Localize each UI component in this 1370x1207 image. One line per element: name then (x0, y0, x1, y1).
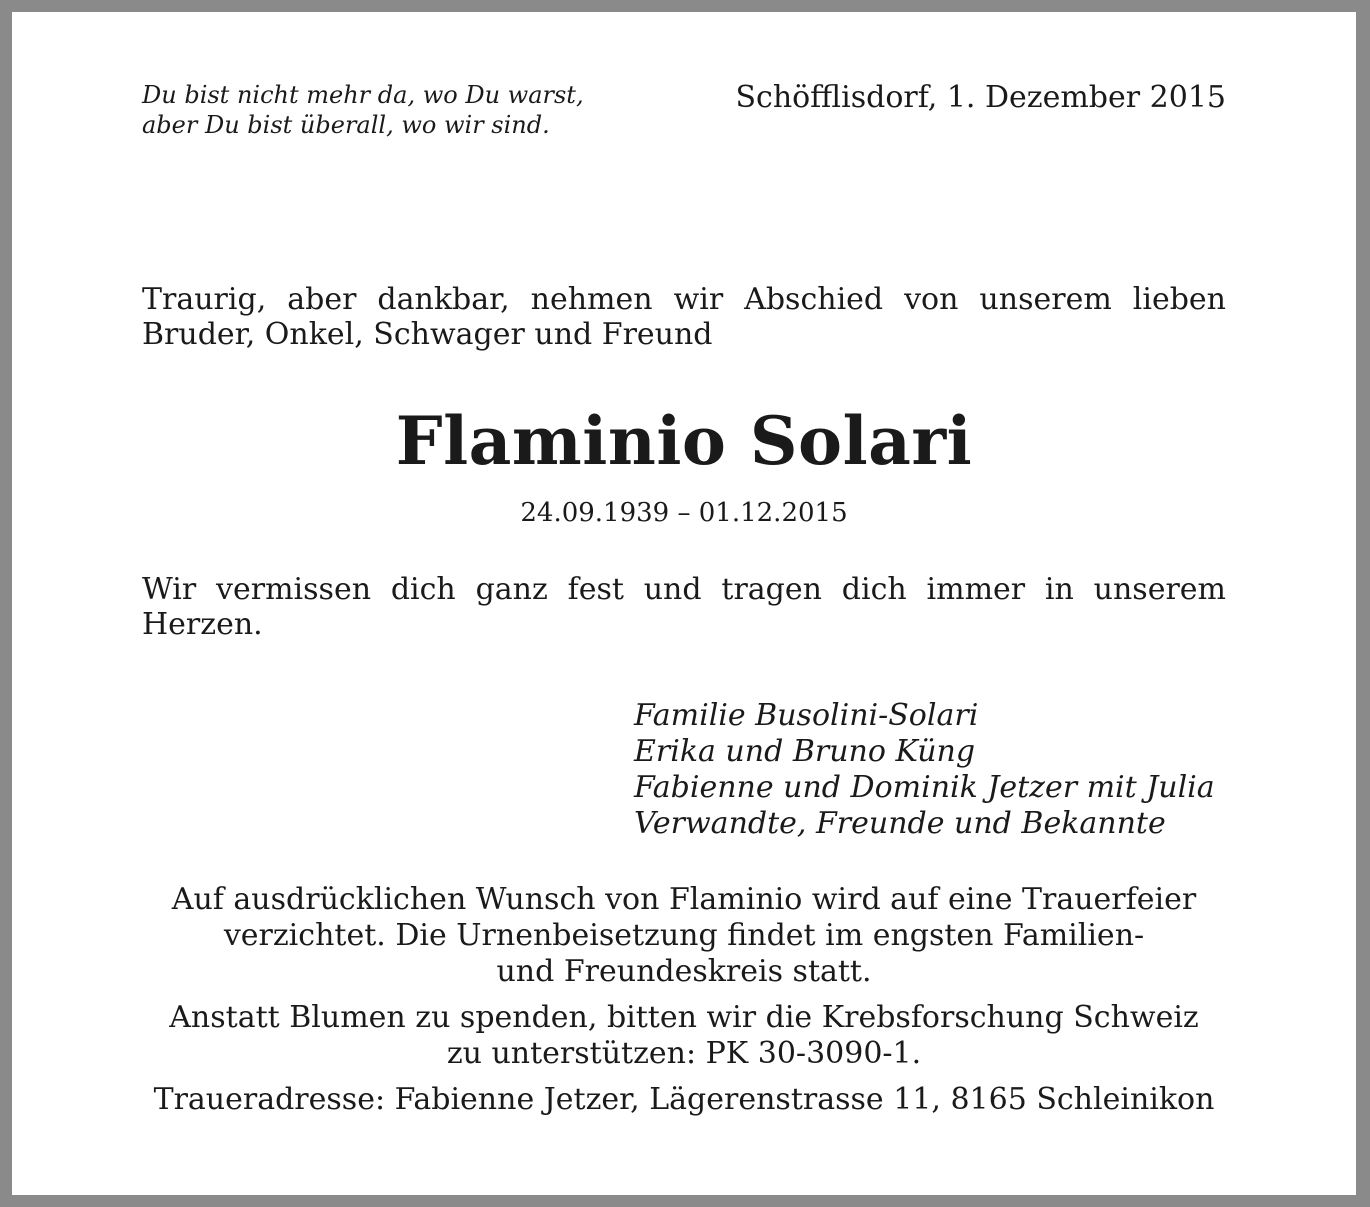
notices (12, 882, 1356, 1128)
signer: Fabienne und Dominik Jetzer mit Julia (634, 770, 1215, 805)
memory-text: Wir vermissen dich ganz fest und tragen dich immer in unserem Herzen. (142, 572, 1226, 642)
obituary-page (12, 12, 1356, 1195)
place-and-date: Schöfflisdorf, 1. Dezember 2015 (735, 80, 1226, 115)
notice-line: Anstatt Blumen zu spenden, bitten wir die Krebsforschung Schweiz (169, 1000, 1199, 1035)
signer: Verwandte, Freunde und Bekannte (634, 806, 1166, 841)
life-dates: 24.09.1939 – 01.12.2015 (520, 498, 848, 528)
signer: Erika und Bruno Küng (634, 734, 976, 769)
signer: Familie Busolini-Solari (634, 698, 979, 733)
signers-list (634, 698, 1215, 842)
motto-line: aber Du bist überall, wo wir sind. (142, 111, 550, 139)
notice-line: Traueradresse: Fabienne Jetzer, Lägerenstrasse 11, 8165 Schleinikon (153, 1082, 1215, 1117)
motto-line: Du bist nicht mehr da, wo Du warst, (142, 81, 584, 109)
donation-notice (12, 1000, 1356, 1072)
intro-text: Traurig, aber dankbar, nehmen wir Abschied von unserem lieben Bruder, Onkel, Schwager und Freund (142, 282, 1226, 352)
notice-line: und Freundeskreis statt. (496, 954, 872, 989)
ceremony-notice (12, 882, 1356, 990)
motto-quote (142, 80, 584, 140)
notice-line: Auf ausdrücklichen Wunsch von Flaminio wird auf eine Trauerfeier (171, 882, 1197, 917)
notice-line: verzichtet. Die Urnenbeisetzung findet im engsten Familien- (223, 918, 1145, 953)
notice-line: zu unterstützen: PK 30-3090-1. (446, 1036, 922, 1071)
mourning-address (12, 1082, 1356, 1118)
deceased-name: Flaminio Solari (395, 402, 973, 480)
